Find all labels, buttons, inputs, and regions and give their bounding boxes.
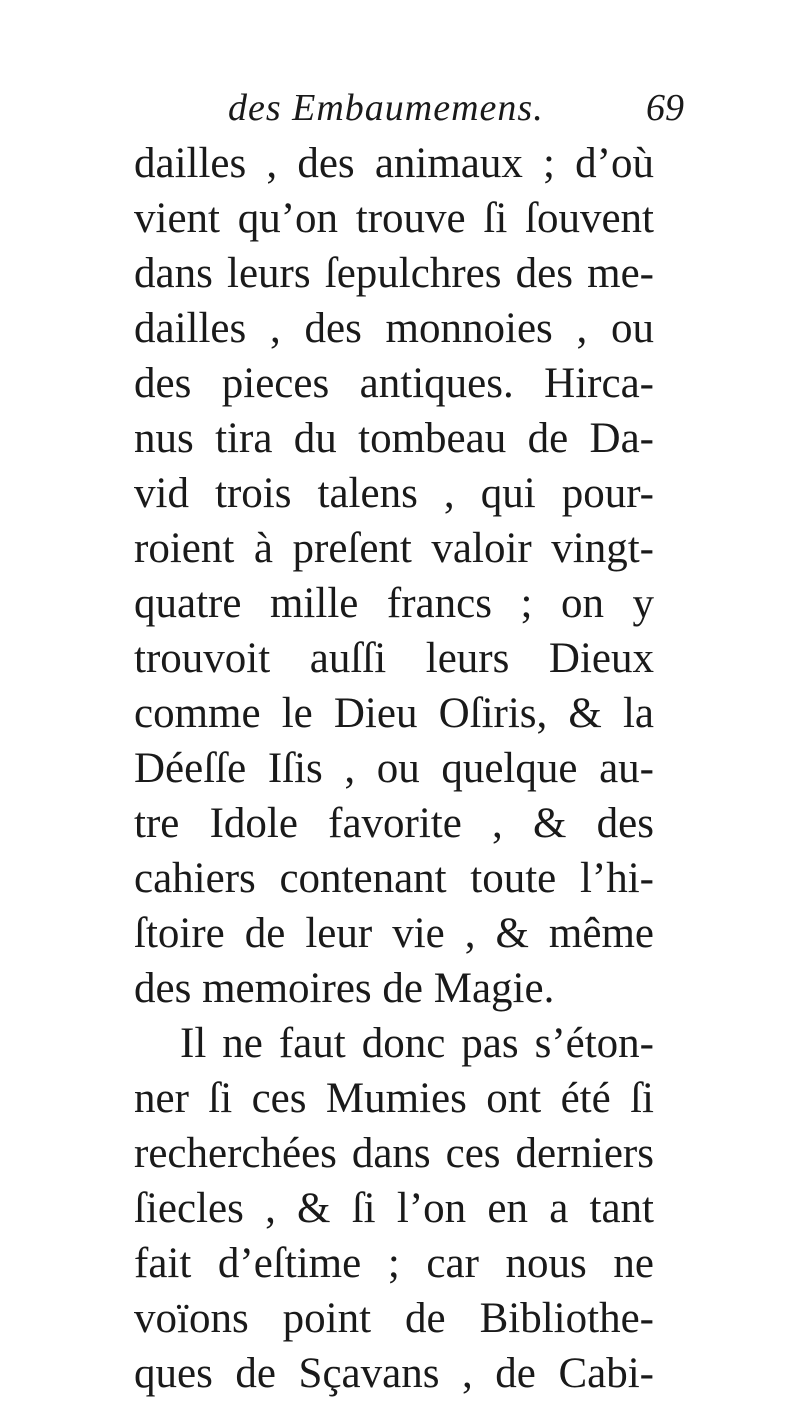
- text-line: vid trois talens , qui pour-: [134, 470, 654, 517]
- text-line: ner ſi ces Mumies ont été ſi: [134, 1075, 654, 1122]
- body-text: [134, 136, 654, 1401]
- text-line: dailles , des monnoies , ou: [134, 305, 654, 352]
- text-line: Déeſſe Iſis , ou quelque au-: [134, 745, 654, 792]
- text-line: comme le Dieu Oſiris, & la: [134, 690, 654, 737]
- text-line: dans leurs ſepulchres des me-: [134, 250, 654, 297]
- text-line: ques de Sçavans , de Cabi-: [134, 1350, 654, 1397]
- text-line: cahiers contenant toute l’hi-: [134, 855, 654, 902]
- text-line: voïons point de Bibliothe-: [134, 1295, 654, 1342]
- running-head: [130, 78, 690, 134]
- text-line: Il ne faut donc pas s’éton-: [180, 1020, 654, 1067]
- text-line: fait d’eſtime ; car nous ne: [134, 1240, 654, 1287]
- running-title: des Embaumemens.: [228, 87, 544, 129]
- text-line: dailles , des animaux ; d’où: [134, 140, 654, 187]
- text-line: trouvoit auſſi leurs Dieux: [134, 635, 654, 682]
- text-line: roient à preſent valoir vingt-: [134, 525, 654, 572]
- text-line: des pieces antiques. Hirca-: [134, 360, 654, 407]
- text-line: ſtoire de leur vie , & même: [134, 910, 654, 957]
- text-line: ſiecles , & ſi l’on en a tant: [134, 1185, 654, 1232]
- text-line: quatre mille francs ; on y: [134, 580, 654, 627]
- page-number: 69: [646, 87, 684, 129]
- text-line: recherchées dans ces derniers: [134, 1130, 654, 1177]
- text-line: tre Idole favorite , & des: [134, 800, 654, 847]
- text-line: nus tira du tombeau de Da-: [134, 415, 654, 462]
- text-line: vient qu’on trouve ſi ſouvent: [134, 195, 654, 242]
- text-line: des memoires de Magie.: [134, 965, 555, 1012]
